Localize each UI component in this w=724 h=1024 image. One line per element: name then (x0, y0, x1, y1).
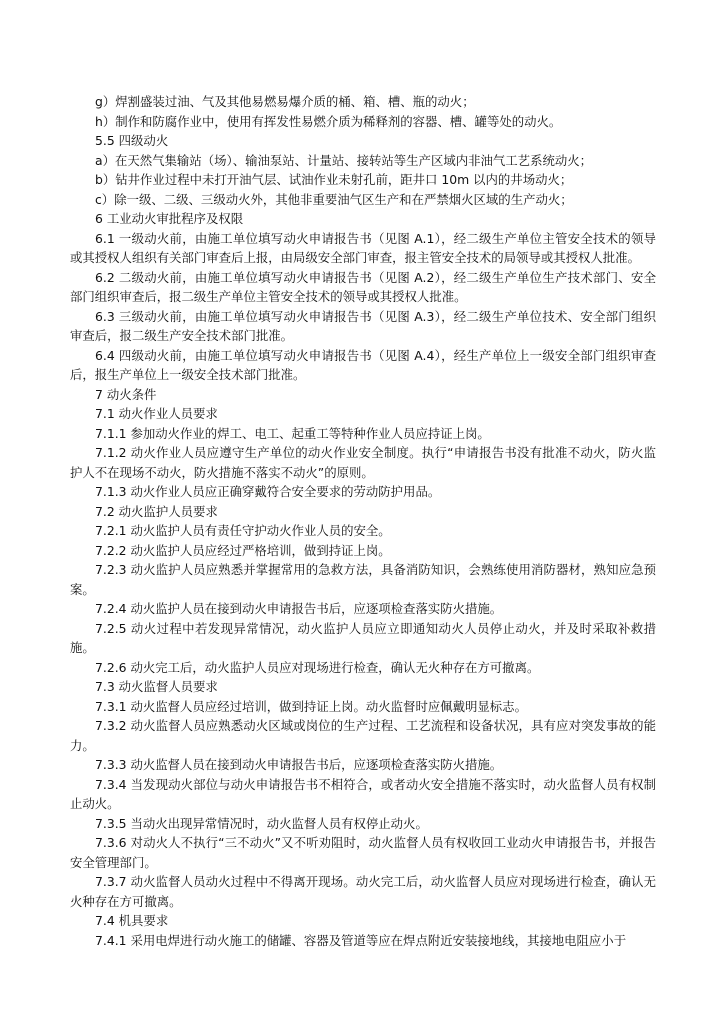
clause-7-3-4: 7.3.4 当发现动火部位与动火申请报告书不相符合，或者动火安全措施不落实时，动火监督人员有权制止动火。 (70, 776, 656, 811)
clause-7-1-1: 7.1.1 参加动火作业的焊工、电工、起重工等特种作业人员应持证上岗。 (95, 425, 490, 441)
clause-7-2-5: 7.2.5 动火过程中若发现异常情况，动火监护人员应立即通知动火人员停止动火，并及时采取补救措施。 (70, 620, 656, 655)
heading-6: 6 工业动火审批程序及权限 (95, 211, 244, 226)
heading-7-2: 7.2 动火监护人员要求 (95, 503, 218, 519)
clause-7-3-2: 7.3.2 动火监督人员应熟悉动火区域或岗位的生产过程、工艺流程和设备状况，具有应对突发事故的能力。 (70, 718, 656, 753)
clause-7-2-6: 7.2.6 动火完工后，动火监护人员应对现场进行检查，确认无火种存在方可撤离。 (95, 659, 540, 675)
item-c: c）除一级、二级、三级动火外，其他非重要油气区生产和在严禁烟火区域的生产动火； (95, 191, 573, 207)
clause-7-3-1: 7.3.1 动火监督人员应经过培训，做到持证上岗。动火监督时应佩戴明显标志。 (95, 698, 527, 714)
item-b: b）钻井作业过程中未打开油气层、试油作业未射孔前，距井口 10m 以内的井场动火； (95, 172, 573, 187)
document-body (70, 92, 656, 950)
clause-7-1-2: 7.1.2 动火作业人员应遵守生产单位的动火作业安全制度。执行“申请报告书没有批准不动火，防火监护人不在现场不动火，防火措施不落实不动火”的原则。 (70, 445, 656, 480)
item-a: a）在天然气集输站（场）、输油泵站、计量站、接转站等生产区域内非油气工艺系统动火； (95, 152, 593, 168)
clause-7-3-6: 7.3.6 对动火人不执行“三不动火”又不听劝阻时，动火监督人员有权收回工业动火申请报告书，并报告安全管理部门。 (70, 835, 656, 870)
clause-7-2-4: 7.2.4 动火监护人员在接到动火申请报告书后，应逐项检查落实防火措施。 (95, 601, 503, 616)
item-g: g）焊割盛装过油、气及其他易燃易爆介质的桶、箱、槽、瓶的动火； (95, 94, 475, 109)
heading-5-5: 5.5 四级动火 (95, 133, 169, 148)
clause-7-2-1: 7.2.1 动火监护人员有责任守护动火作业人员的安全。 (95, 523, 391, 538)
clause-7-2-3: 7.2.3 动火监护人员应熟悉并掌握常用的急救方法，具备消防知识，会熟练使用消防器材，熟知应急预案。 (70, 562, 656, 597)
item-h: h）制作和防腐作业中，使用有挥发性易燃介质为稀释剂的容器、槽、罐等处的动火。 (95, 113, 562, 129)
clause-7-2-2: 7.2.2 动火监护人员应经过严格培训，做到持证上岗。 (95, 542, 391, 558)
clause-6-2: 6.2 二级动火前，由施工单位填写动火申请报告书（见图 A.2），经二级生产单位生产技术部门、安全部门组织审查后，报二级生产单位主管安全技术的领导或其授权人批准。 (70, 269, 656, 304)
clause-6-3: 6.3 三级动火前，由施工单位填写动火申请报告书（见图 A.3），经二级生产单位技术、安全部门组织审查后，报二级生产安全技术部门批准。 (70, 308, 656, 343)
clause-7-3-5: 7.3.5 当动火出现异常情况时，动火监督人员有权停止动火。 (95, 815, 428, 831)
clause-7-3-7: 7.3.7 动火监督人员动火过程中不得离开现场。动火完工后，动火监督人员应对现场进行检查，确认无火种存在方可撤离。 (70, 874, 656, 909)
clause-6-1: 6.1 一级动火前，由施工单位填写动火申请报告书（见图 A.1），经二级生产单位主管安全技术的领导或其授权人组织有关部门审查后上报，由局级安全部门审查，报主管安全技术的局领导或其授权人批准。 (70, 230, 656, 265)
clause-7-1-3: 7.1.3 动火作业人员应正确穿戴符合安全要求的劳动防护用品。 (95, 484, 441, 499)
clause-7-4-1: 7.4.1 采用电焊进行动火施工的储罐、容器及管道等应在焊点附近安装接地线，其接地电阻应小于 (95, 932, 627, 948)
clause-7-3-3: 7.3.3 动火监督人员在接到动火申请报告书后，应逐项检查落实防火措施。 (95, 757, 503, 772)
clause-6-4: 6.4 四级动火前，由施工单位填写动火申请报告书（见图 A.4），经生产单位上一级安全部门组织审查后，报生产单位上一级安全技术部门批准。 (70, 347, 656, 382)
heading-7-3: 7.3 动火监督人员要求 (95, 679, 218, 694)
heading-7-4: 7.4 机具要求 (95, 913, 169, 928)
heading-7: 7 动火条件 (95, 386, 157, 402)
heading-7-1: 7.1 动火作业人员要求 (95, 406, 218, 421)
